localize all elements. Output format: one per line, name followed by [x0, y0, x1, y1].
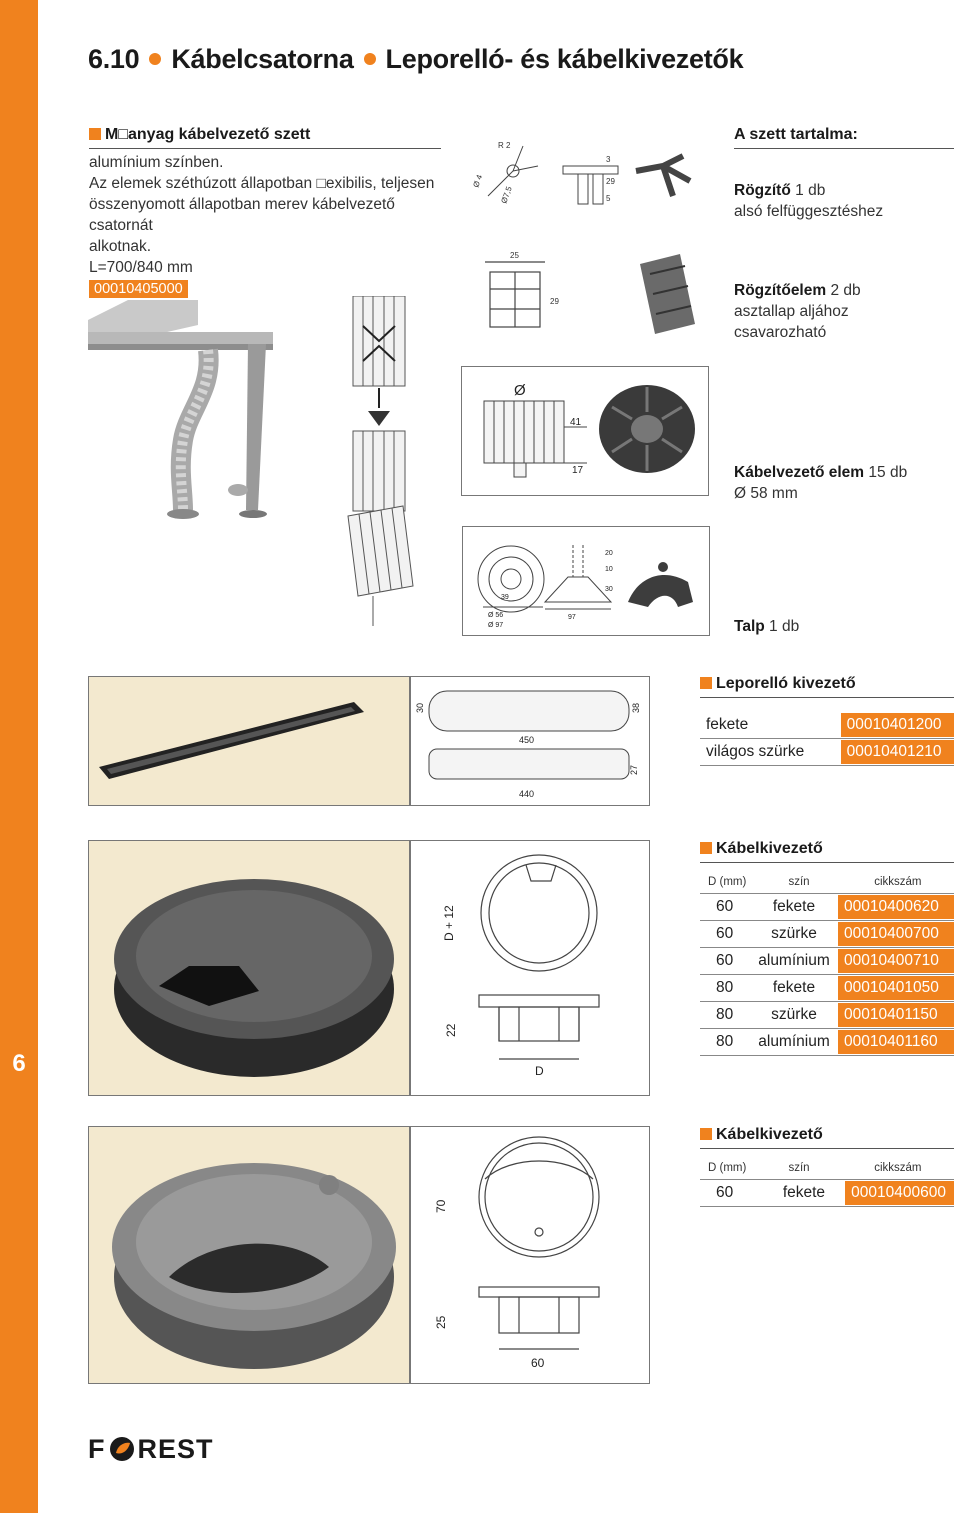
- row-d: 80: [716, 1006, 734, 1023]
- set-heading: A szett tartalma:: [734, 126, 858, 143]
- divider: [734, 148, 954, 149]
- intro-line: összenyomott állapotban merev kábelvezető csatornát: [89, 196, 395, 234]
- desk-cable-spine-photo: [88, 300, 308, 522]
- intro-description: [89, 152, 441, 278]
- fixing-technical-drawing: [468, 126, 698, 236]
- intro-line: Az elemek széthúzott állapotban □exibilis, teljesen: [89, 175, 435, 192]
- set-item-kabelvezeto-elem: [734, 462, 954, 504]
- dim-label: D + 12: [442, 905, 456, 941]
- divider: [89, 148, 441, 149]
- dim-label: D: [535, 1064, 544, 1078]
- row-d: 60: [716, 925, 734, 942]
- cable-spine-expansion-drawing: [318, 296, 438, 628]
- row-d: 80: [716, 979, 734, 996]
- dim-label: 41: [570, 417, 582, 428]
- cable-grommet-grey-photo: [88, 1126, 410, 1384]
- intro-heading: [89, 126, 441, 144]
- set-item-rogzito: [734, 180, 954, 222]
- dim-label: Ø 4: [471, 173, 485, 189]
- row-color: fekete: [706, 716, 749, 733]
- kabel2-heading-text: Kábelkivezető: [716, 1126, 823, 1143]
- intro-section: [89, 126, 441, 298]
- page-title: [88, 44, 743, 75]
- table-row: [700, 975, 954, 1002]
- leporello-section: [700, 675, 954, 766]
- item-qty: 1 db: [769, 618, 800, 635]
- table-row: [700, 894, 954, 921]
- header-color: szín: [788, 1162, 810, 1174]
- row-code: 00010400600: [845, 1181, 954, 1205]
- product-code: 00010405000: [89, 280, 188, 298]
- dim-label: Ø: [514, 382, 526, 399]
- set-item-talp: [734, 616, 954, 637]
- row-color: fekete: [772, 979, 816, 996]
- item-desc: alsó felfüggesztéshez: [734, 203, 884, 220]
- title-subcategory: Leporelló- és kábelkivezetők: [385, 44, 744, 74]
- cable-grommet-1-drawing: [410, 840, 650, 1096]
- dim-label: R 2: [498, 141, 511, 150]
- dim-label: 30: [415, 702, 425, 713]
- table-row: [700, 948, 954, 975]
- dim-label: 39: [501, 594, 509, 601]
- chapter-number: 6: [12, 1050, 26, 1077]
- dim-label: 70: [434, 1199, 448, 1213]
- row-color: fekete: [782, 1184, 826, 1201]
- row-d: 60: [716, 898, 734, 915]
- dim-label: 38: [631, 702, 641, 713]
- cable-grommet-black-photo: [88, 840, 410, 1096]
- row-code: 00010401160: [838, 1030, 954, 1054]
- header-code: cikkszám: [874, 876, 922, 888]
- row-code: 00010400700: [838, 922, 954, 946]
- dim-label: 30: [605, 586, 613, 593]
- dim-label: 27: [629, 764, 639, 775]
- divider: [700, 697, 954, 698]
- dim-label: 97: [568, 614, 576, 621]
- kabel1-heading-text: Kábelkivezető: [716, 840, 823, 857]
- row-code: 00010401200: [841, 713, 954, 737]
- item-desc: Ø 58 mm: [734, 485, 798, 502]
- item-desc: csavarozható: [734, 324, 827, 341]
- forest-logo: [88, 1434, 214, 1464]
- dim-label: 29: [606, 177, 615, 186]
- row-code: 00010400620: [838, 895, 954, 919]
- divider: [700, 1148, 954, 1149]
- dim-label: 440: [519, 789, 535, 799]
- table-row: [700, 1180, 954, 1207]
- table-row: [700, 712, 954, 739]
- leporello-heading-text: Leporelló kivezető: [716, 675, 856, 692]
- item-name: Kábelvezető elem: [734, 464, 865, 481]
- dim-label: 29: [550, 297, 559, 306]
- logo-text-left: F: [88, 1433, 106, 1464]
- dim-label: 25: [434, 1315, 448, 1329]
- header-code: cikkszám: [874, 1162, 922, 1174]
- base-drawing: [462, 526, 710, 636]
- dim-label: 3: [606, 155, 611, 164]
- kabel1-table-body: [700, 894, 954, 1056]
- item-qty: 1 db: [795, 182, 826, 199]
- row-code: 00010401210: [841, 740, 954, 764]
- table-header: [700, 871, 954, 894]
- header-d: D (mm): [708, 1162, 747, 1174]
- cable-grommet-2-drawing: [410, 1126, 650, 1384]
- intro-line: L=700/840 mm: [89, 259, 193, 276]
- intro-heading-text: M□anyag kábelvezető szett: [105, 126, 311, 143]
- set-contents: [734, 126, 954, 149]
- dim-label: 60: [531, 1356, 545, 1370]
- dim-label: 10: [605, 566, 613, 573]
- row-code: 00010401050: [838, 976, 954, 1000]
- table-header: [700, 1157, 954, 1180]
- header-d: D (mm): [708, 876, 747, 888]
- logo-leaf-icon: [108, 1435, 136, 1463]
- row-code: 00010401150: [838, 1003, 954, 1027]
- intro-line: alumínium színben.: [89, 154, 224, 171]
- mount-technical-drawing: [470, 244, 700, 344]
- leporello-drawing: [410, 676, 650, 806]
- row-color: szürke: [771, 1006, 817, 1023]
- table-row: [700, 739, 954, 766]
- orange-square-icon: [700, 677, 712, 689]
- dim-label: 20: [605, 550, 613, 557]
- logo-text-right: REST: [137, 1433, 214, 1464]
- item-desc: asztallap aljához: [734, 303, 849, 320]
- row-color: fekete: [772, 898, 816, 915]
- bullet-dot-icon: [149, 53, 161, 65]
- orange-square-icon: [89, 128, 101, 140]
- row-d: 60: [716, 952, 734, 969]
- dim-label: 5: [606, 194, 611, 203]
- item-name: Talp: [734, 618, 765, 635]
- orange-square-icon: [700, 1128, 712, 1140]
- row-d: 60: [716, 1184, 734, 1201]
- dim-label: 22: [444, 1023, 458, 1037]
- item-qty: 15 db: [868, 464, 908, 481]
- intro-line: alkotnak.: [89, 238, 152, 255]
- row-color: szürke: [771, 925, 817, 942]
- row-code: 00010400710: [838, 949, 954, 973]
- title-category: Kábelcsatorna: [171, 44, 354, 74]
- table-row: [700, 1029, 954, 1056]
- bullet-dot-icon: [364, 53, 376, 65]
- kabel2-heading: [700, 1126, 954, 1144]
- dim-label: 450: [519, 735, 535, 745]
- set-item-rogzitoelem: [734, 280, 954, 343]
- dim-label: Ø7,5: [499, 185, 514, 205]
- leporello-photo: [88, 676, 410, 806]
- table-row: [700, 921, 954, 948]
- kabel2-section: [700, 1126, 954, 1207]
- table-row: [700, 1002, 954, 1029]
- row-d: 80: [716, 1033, 734, 1050]
- row-color: világos szürke: [706, 743, 805, 760]
- dim-label: Ø 56: [488, 612, 504, 619]
- item-name: Rögzítőelem: [734, 282, 827, 299]
- item-qty: 2 db: [830, 282, 861, 299]
- side-accent-bar: [0, 0, 38, 1513]
- title-section-number: 6.10: [88, 44, 140, 74]
- row-color: alumínium: [758, 1033, 830, 1050]
- dim-label: 17: [572, 465, 584, 476]
- dim-label: Ø 97: [488, 622, 504, 629]
- cable-element-drawing: [461, 366, 709, 496]
- dim-label: 25: [510, 251, 519, 260]
- divider: [700, 862, 954, 863]
- header-color: szín: [788, 876, 810, 888]
- item-name: Rögzítő: [734, 182, 791, 199]
- row-color: alumínium: [758, 952, 830, 969]
- kabel1-heading: [700, 840, 954, 858]
- orange-square-icon: [700, 842, 712, 854]
- leporello-heading: [700, 675, 954, 693]
- kabel1-section: [700, 840, 954, 1056]
